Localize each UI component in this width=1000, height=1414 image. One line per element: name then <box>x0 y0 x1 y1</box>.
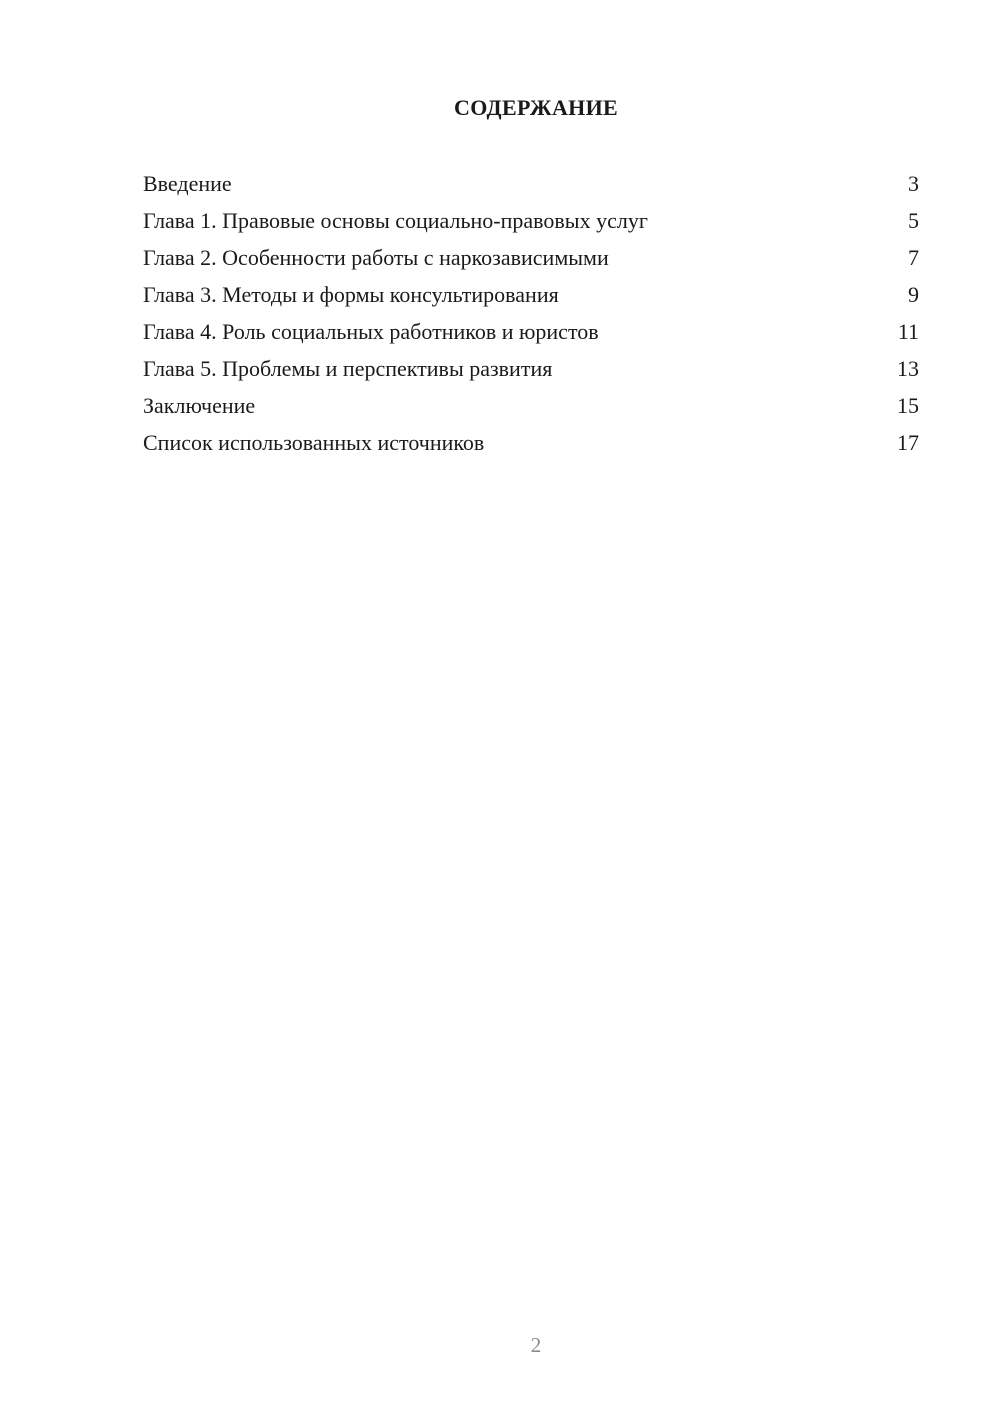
toc-entry-introduction[interactable] <box>143 168 919 205</box>
toc-entry-label: Глава 4. Роль социальных работников и юристов <box>143 319 599 344</box>
table-of-contents <box>143 168 919 464</box>
toc-entry-label: Глава 3. Методы и формы консультирования <box>143 282 559 307</box>
toc-entry-label: Введение <box>143 171 232 196</box>
page-title: СОДЕРЖАНИЕ <box>454 95 618 120</box>
toc-entry-page-number: 7 <box>908 245 919 270</box>
toc-entry-page-number: 11 <box>897 319 919 344</box>
toc-entry-conclusion[interactable] <box>143 390 919 427</box>
toc-entry-label: Глава 1. Правовые основы социально-правовых услуг <box>143 208 648 233</box>
toc-entry-chapter-5[interactable] <box>143 353 919 390</box>
toc-entry-chapter-2[interactable] <box>143 242 919 279</box>
page-footer-number: 2 <box>530 1333 542 1357</box>
toc-entry-page-number: 5 <box>908 208 919 233</box>
toc-entry-page-number: 15 <box>897 393 919 418</box>
toc-entry-label: Глава 5. Проблемы и перспективы развития <box>143 356 553 381</box>
toc-entry-page-number: 3 <box>908 171 919 196</box>
toc-entry-label: Глава 2. Особенности работы с наркозависимыми <box>143 245 609 270</box>
toc-entry-page-number: 9 <box>908 282 919 307</box>
toc-entry-chapter-4[interactable] <box>143 316 919 353</box>
toc-entry-page-number: 13 <box>897 356 919 381</box>
toc-entry-page-number: 17 <box>897 430 919 455</box>
toc-entry-chapter-3[interactable] <box>143 279 919 316</box>
toc-entry-references[interactable] <box>143 427 919 464</box>
toc-entry-label: Заключение <box>143 393 256 418</box>
toc-entry-label: Список использованных источников <box>143 430 485 455</box>
toc-entry-chapter-1[interactable] <box>143 205 919 242</box>
